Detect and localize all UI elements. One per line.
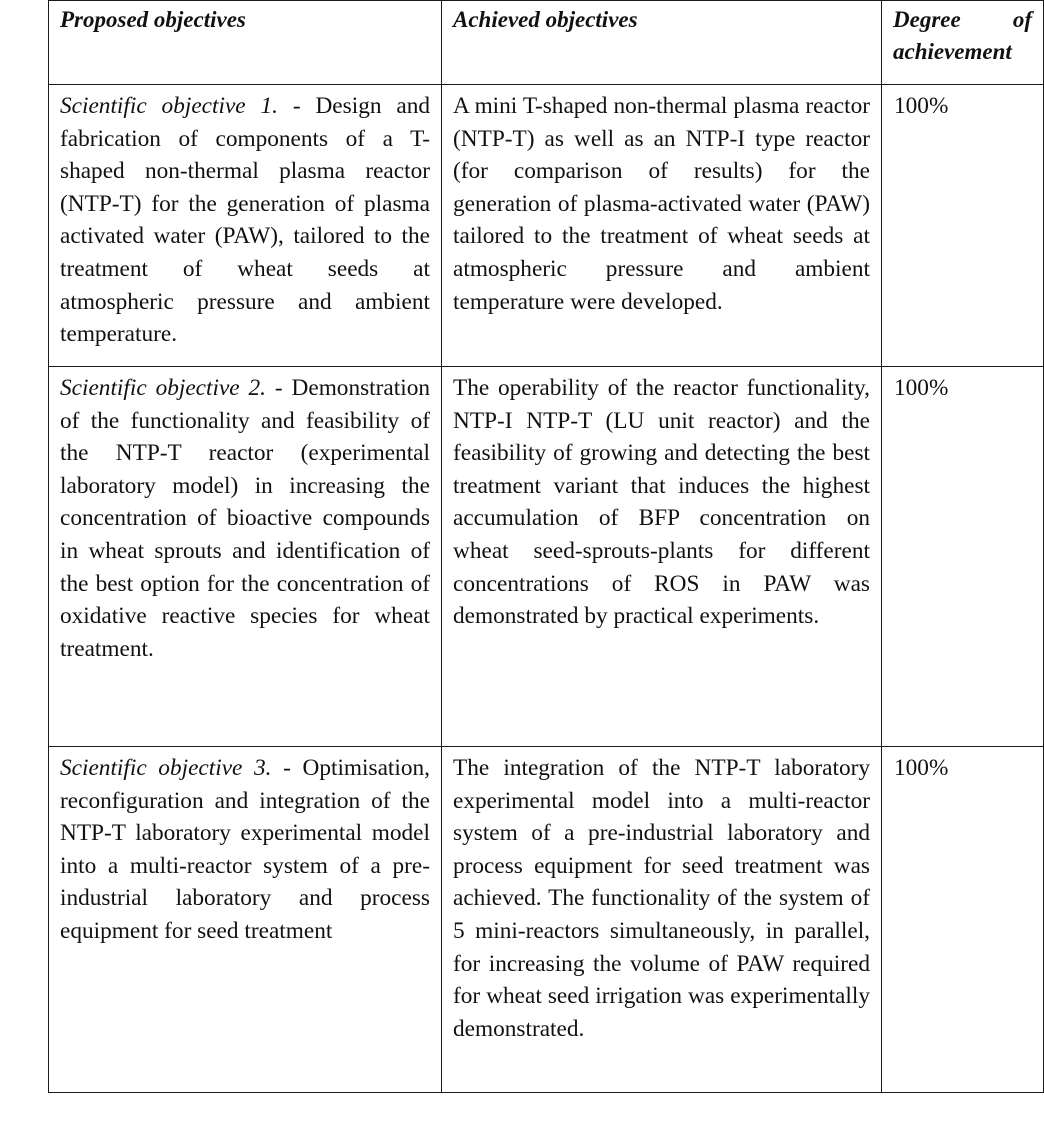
achieved-objective-cell	[442, 367, 882, 747]
header-achieved-cell	[442, 1, 882, 85]
objective-description: - Design and fabrication of components of a T-shaped non-thermal plasma reactor (NTP-T) for the generation of plasma activated water (PAW), tailored to the treatment of wheat seeds at atmospheric pressure and ambient temperature.	[60, 93, 430, 348]
degree-value: 100%	[894, 755, 949, 781]
header-proposed: Proposed objectives	[60, 7, 246, 32]
proposed-objective-text	[49, 85, 441, 351]
achieved-objective-cell	[442, 747, 882, 1093]
objective-label: Scientific objective 3.	[60, 755, 272, 781]
degree-cell	[882, 85, 1044, 367]
degree-cell	[882, 747, 1044, 1093]
objective-label: Scientific objective 2.	[60, 375, 266, 401]
objective-label: Scientific objective 1.	[60, 93, 278, 119]
objective-description: - Optimisation, reconfiguration and integration of the NTP-T laboratory experimental model into a multi-reactor system of a pre-industrial laboratory and process equipment for seed treatment	[60, 755, 430, 944]
header-degree: Degree of achievement	[893, 7, 1032, 64]
degree-value: 100%	[894, 375, 949, 401]
table-row	[49, 747, 1044, 1093]
proposed-objective-text	[49, 367, 441, 665]
table-row	[49, 85, 1044, 367]
table-row	[49, 367, 1044, 747]
proposed-objective-text	[49, 747, 441, 948]
header-achieved: Achieved objectives	[453, 7, 638, 32]
degree-cell	[882, 367, 1044, 747]
proposed-objective-cell	[49, 85, 442, 367]
achieved-objective-text: The operability of the reactor functionality, NTP-I NTP-T (LU unit reactor) and the feasibility of growing and detecting the best treatment variant that induces the highest accumulation of BFP concentration on wheat seed-sprouts-plants for different concentrations of ROS in PAW was demonstrated by practical experiments.	[453, 375, 870, 630]
header-proposed-cell	[49, 1, 442, 85]
header-degree-cell	[882, 1, 1044, 85]
table-header-row	[49, 1, 1044, 85]
proposed-objective-cell	[49, 747, 442, 1093]
degree-value: 100%	[894, 93, 949, 119]
proposed-objective-cell	[49, 367, 442, 747]
objective-description: - Demonstration of the functionality and feasibility of the NTP-T reactor (experimental laboratory model) in increasing the concentration of bioactive compounds in wheat sprouts and identification of the best option for the concentration of oxidative reactive species for wheat treatment.	[60, 375, 430, 662]
achieved-objective-text: A mini T-shaped non-thermal plasma reactor (NTP-T) as well as an NTP-I type reactor (for comparison of results) for the generation of plasma-activated water (PAW) tailored to the treatment of wheat seeds at atmospheric pressure and ambient temperature were developed.	[453, 93, 870, 315]
achieved-objective-cell	[442, 85, 882, 367]
objectives-table	[48, 0, 1044, 1093]
achieved-objective-text: The integration of the NTP-T laboratory experimental model into a multi-reactor system of a pre-industrial laboratory and process equipment for seed treatment was achieved. The functionality of the system of 5 mini-reactors simultaneously, in parallel, for increasing the volume of PAW required for wheat seed irrigation was experimentally demonstrated.	[453, 755, 870, 1042]
